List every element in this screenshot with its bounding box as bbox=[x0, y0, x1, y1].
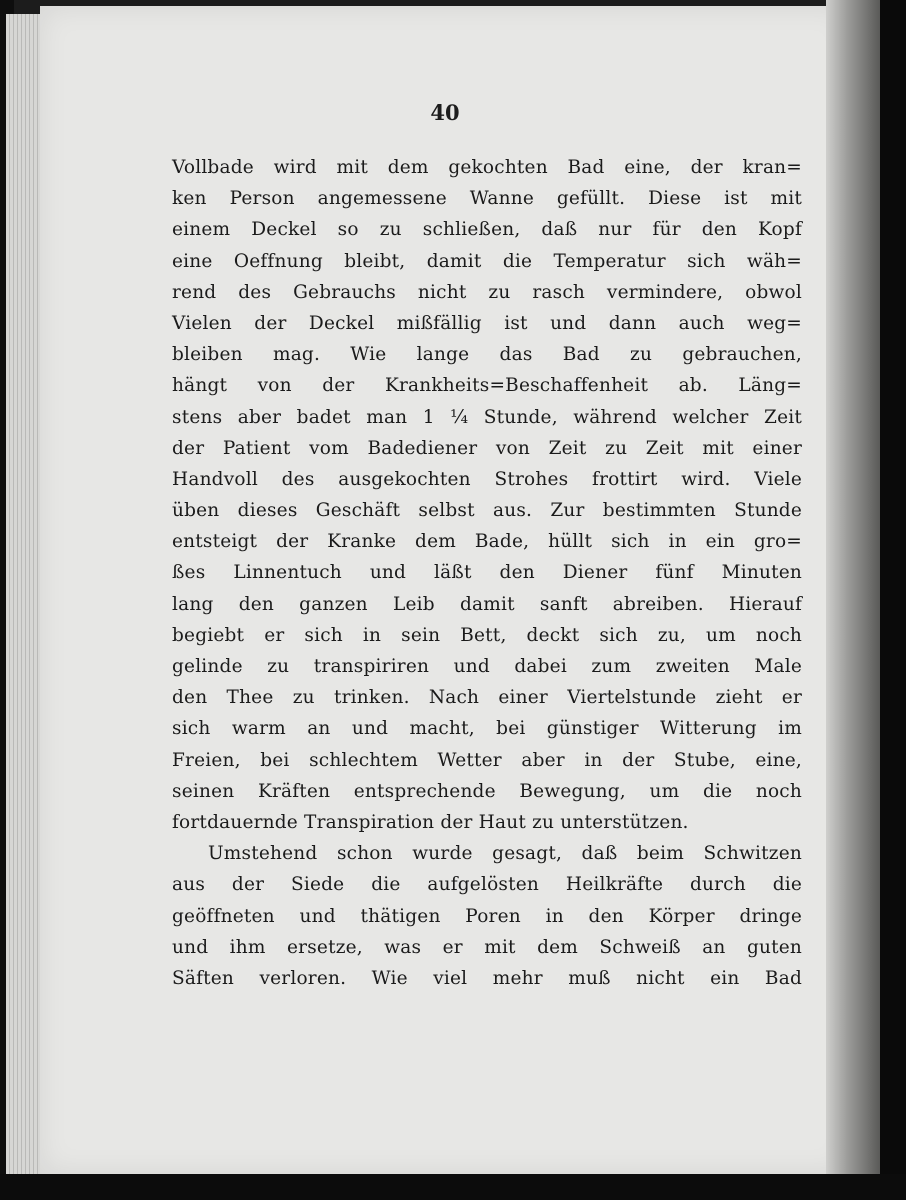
text-line: aus der Siede die aufgelösten Heilkräfte durch die bbox=[172, 874, 802, 896]
text-line: seinen Kräften entsprechende Bewegung, um die noch bbox=[172, 780, 802, 802]
text-line: der Patient vom Badediener von Zeit zu Zeit mit einer bbox=[172, 437, 802, 459]
text-line: sich warm an und macht, bei günstiger Witterung im bbox=[172, 718, 802, 740]
text-line: geöffneten und thätigen Poren in den Körper dringe bbox=[172, 905, 802, 927]
book-gutter-shadow bbox=[826, 0, 880, 1200]
scan-bottom-edge bbox=[0, 1174, 906, 1200]
text-line: hängt von der Krankheits=Beschaffenheit ab. Läng= bbox=[172, 375, 802, 397]
text-line: rend des Gebrauchs nicht zu rasch vermindere, obwol bbox=[172, 281, 802, 303]
text-line: den Thee zu trinken. Nach einer Viertelstunde zieht er bbox=[172, 687, 802, 709]
text-line: Vielen der Deckel mißfällig ist und dann auch weg= bbox=[172, 312, 802, 334]
body-text bbox=[172, 152, 802, 994]
text-line: Umstehend schon wurde gesagt, daß beim Schwitzen bbox=[208, 843, 802, 865]
text-line: fortdauernde Transpiration der Haut zu unterstützen. bbox=[172, 811, 689, 833]
text-line: ßes Linnentuch und läßt den Diener fünf Minuten bbox=[172, 562, 802, 584]
text-line: bleiben mag. Wie lange das Bad zu gebrauchen, bbox=[172, 344, 802, 366]
text-line: Handvoll des ausgekochten Strohes frottirt wird. Viele bbox=[172, 468, 802, 490]
text-line: entsteigt der Kranke dem Bade, hüllt sich in ein gro= bbox=[172, 531, 802, 553]
text-line: lang den ganzen Leib damit sanft abreiben. Hierauf bbox=[172, 593, 802, 615]
text-line: Freien, bei schlechtem Wetter aber in der Stube, eine, bbox=[172, 749, 802, 771]
text-line: Säften verloren. Wie viel mehr muß nicht ein Bad bbox=[172, 967, 802, 989]
book-page bbox=[40, 6, 850, 1174]
text-line: eine Oeffnung bleibt, damit die Temperatur sich wäh= bbox=[172, 250, 802, 272]
scan-right-edge bbox=[880, 0, 906, 1200]
text-line: Vollbade wird mit dem gekochten Bad eine, der kran= bbox=[172, 157, 802, 178]
text-line: üben dieses Geschäft selbst aus. Zur bestimmten Stunde bbox=[172, 500, 802, 522]
text-line: ken Person angemessene Wanne gefüllt. Diese ist mit bbox=[172, 188, 802, 210]
text-line: gelinde zu transpiriren und dabei zum zweiten Male bbox=[172, 656, 802, 677]
text-line: stens aber badet man 1 ¼ Stunde, während welcher Zeit bbox=[172, 406, 802, 428]
text-line: begiebt er sich in sein Bett, deckt sich zu, um noch bbox=[172, 624, 802, 646]
text-line: einem Deckel so zu schließen, daß nur für den Kopf bbox=[172, 219, 802, 241]
text-line: und ihm ersetze, was er mit dem Schweiß an guten bbox=[172, 936, 802, 958]
page-number: 40 bbox=[430, 100, 460, 125]
